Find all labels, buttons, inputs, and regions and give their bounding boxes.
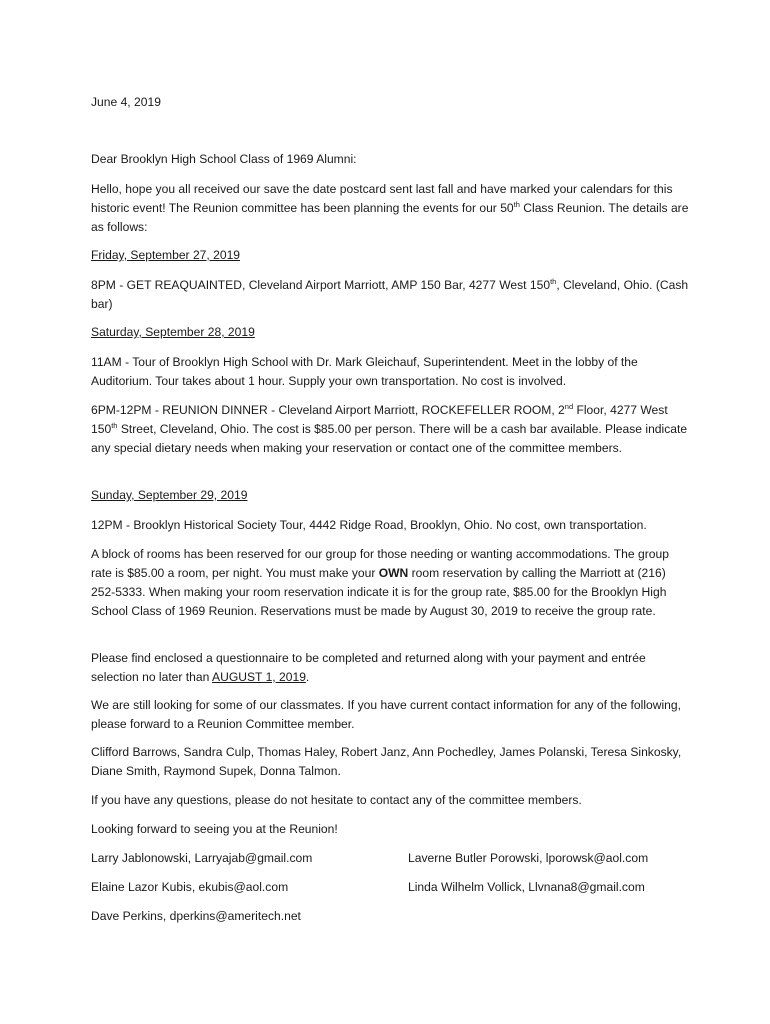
salutation: Dear Brooklyn High School Class of 1969 Alumni: (91, 152, 357, 166)
saturday-event-tour: 11AM - Tour of Brooklyn High School with Dr. Mark Gleichauf, Superintendent. Meet in the lobby of the Auditorium. Tour takes about 1 hour. Supply your own transportation. No cost is involved. (91, 355, 638, 388)
rooms-paragraph: A block of rooms has been reserved for our group for those needing or wanting accommodations. The group rate is $85.00 a room, per night. You must make your OWN room reservation by calling the Marriott at (216) 252-5333. When making your room reservation indicate it is for the group rate, $85.00 for the Brooklyn High School Class of 1969 Reunion. Reservations must be made by August 30, 2019 to receive the group rate. (91, 547, 669, 618)
closing-line: Looking forward to seeing you at the Reunion! (91, 822, 338, 836)
friday-event: 8PM - GET REAQUAINTED, Cleveland Airport Marriott, AMP 150 Bar, 4277 West 150th, Cleveland, Ohio. (Cash bar) (91, 276, 689, 311)
saturday-event-dinner: 6PM-12PM - REUNION DINNER - Cleveland Airport Marriott, ROCKEFELLER ROOM, 2nd Floor, 4277 West 150th Street, Cleveland, Ohio. The cost is $85.00 per person. There will be a cash bar available. Please indicate any special dietary needs when making your reservation or contact one of the committee members. (91, 401, 688, 455)
intro-paragraph: Hello, hope you all received our save the date postcard sent last fall and have marked your calendars for this historic event! The Reunion committee has been planning the events for our 50th Class Reunion. The details are as follows: (91, 182, 689, 234)
contact-dave: Dave Perkins, dperkins@ameritech.net (91, 909, 301, 923)
classmates-list: Clifford Barrows, Sandra Culp, Thomas Haley, Robert Janz, Ann Pochedley, James Polanski, Teresa Sinkosky, Diane Smith, Raymond Supek, Donna Talmon. (91, 745, 682, 778)
questionnaire-paragraph: Please find enclosed a questionnaire to be completed and returned along with your payment and entrée selection no later than AUGUST 1, 2019. (91, 651, 646, 684)
contact-laverne: Laverne Butler Porowski, lporowsk@aol.com (408, 851, 649, 865)
classmates-request: We are still looking for some of our classmates. If you have current contact information for any of the following, please forward to a Reunion Committee member. (91, 698, 681, 731)
friday-heading: Friday, September 27, 2019 (91, 248, 241, 262)
questions-line: If you have any questions, please do not hesitate to contact any of the committee members. (91, 793, 582, 807)
letter-date: June 4, 2019 (91, 95, 161, 109)
sunday-heading: Sunday, September 29, 2019 (91, 488, 248, 502)
deadline-date: AUGUST 1, 2019 (212, 670, 306, 684)
contact-elaine: Elaine Lazor Kubis, ekubis@aol.com (91, 880, 289, 894)
contact-larry: Larry Jablonowski, Larryajab@gmail.com (91, 851, 313, 865)
saturday-heading: Saturday, September 28, 2019 (91, 325, 255, 339)
sunday-event: 12PM - Brooklyn Historical Society Tour, 4442 Ridge Road, Brooklyn, Ohio. No cost, own transportation. (91, 518, 647, 532)
contact-linda: Linda Wilhelm Vollick, Llvnana8@gmail.com (408, 880, 645, 894)
